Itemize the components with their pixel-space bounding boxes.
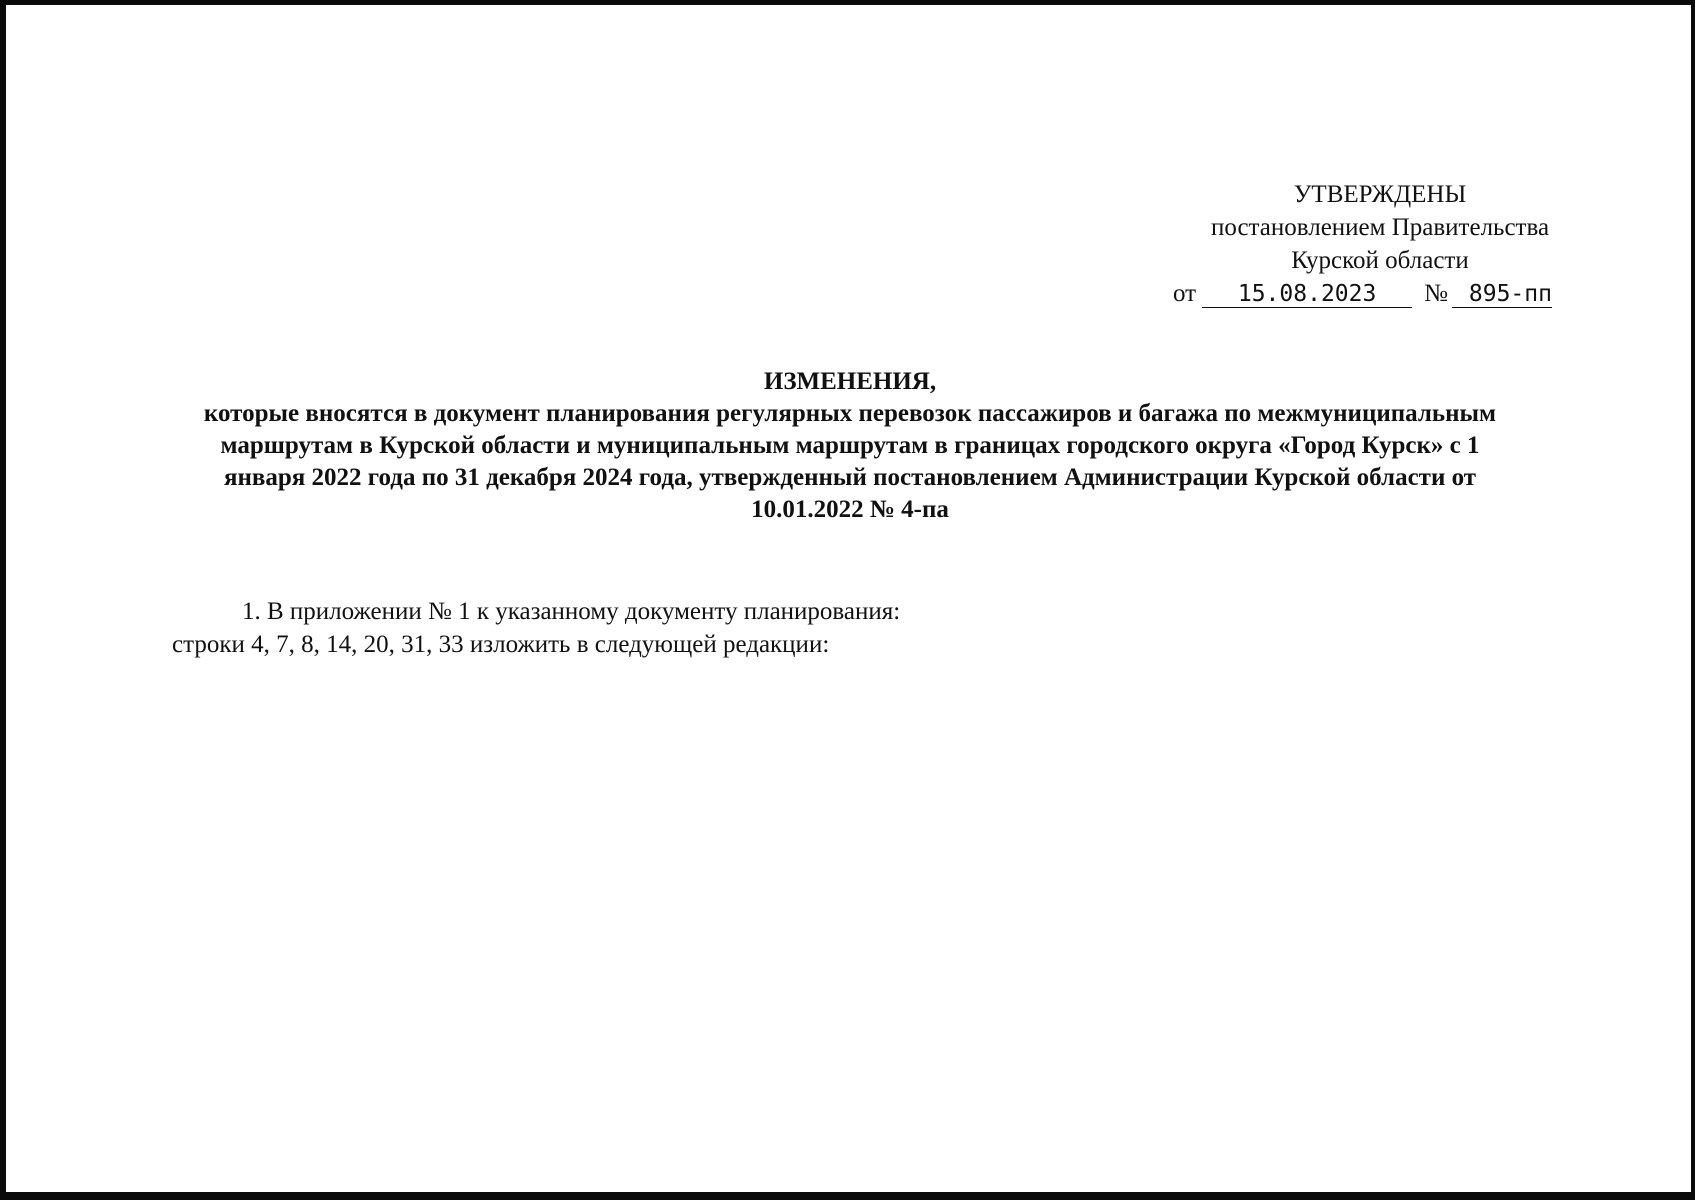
paragraph-2: строки 4, 7, 8, 14, 20, 31, 33 изложить в следующей редакции:	[172, 631, 830, 658]
date-prefix: от	[1173, 280, 1197, 307]
scan-edge-top	[0, 0, 1695, 5]
approval-date: 15.08.2023	[1202, 281, 1412, 308]
scan-edge-right	[1691, 0, 1695, 1200]
scan-edge-bottom	[0, 1192, 1695, 1200]
title-subtitle: которые вносятся в документ планирования регулярных перевозок пассажиров и багажа по межмуниципальным маршрутам в Курской области и муниципальным маршрутам в границах городского округа «Город Курск» с 1 января 2022 года по 31 декабря 2024 года, утвержденный постановлением Администрации Курской области от 10.01.2022 № 4-па	[203, 400, 1497, 523]
document-body	[172, 595, 1572, 661]
approval-authority: постановлением Правительства	[1210, 214, 1550, 241]
document-title	[180, 366, 1520, 526]
paragraph-1: 1. В приложении № 1 к указанному документу планирования:	[242, 598, 901, 625]
number-prefix: №	[1424, 280, 1448, 307]
title-heading: ИЗМЕНЕНИЯ,	[763, 368, 937, 395]
approval-heading: УТВЕРЖДЕНЫ	[1293, 181, 1467, 208]
approval-region: Курской области	[1291, 247, 1469, 274]
approval-number: 895-пп	[1452, 281, 1552, 308]
approval-block	[1160, 178, 1600, 310]
scan-edge-left	[0, 0, 6, 1200]
approval-date-number	[1160, 277, 1600, 310]
